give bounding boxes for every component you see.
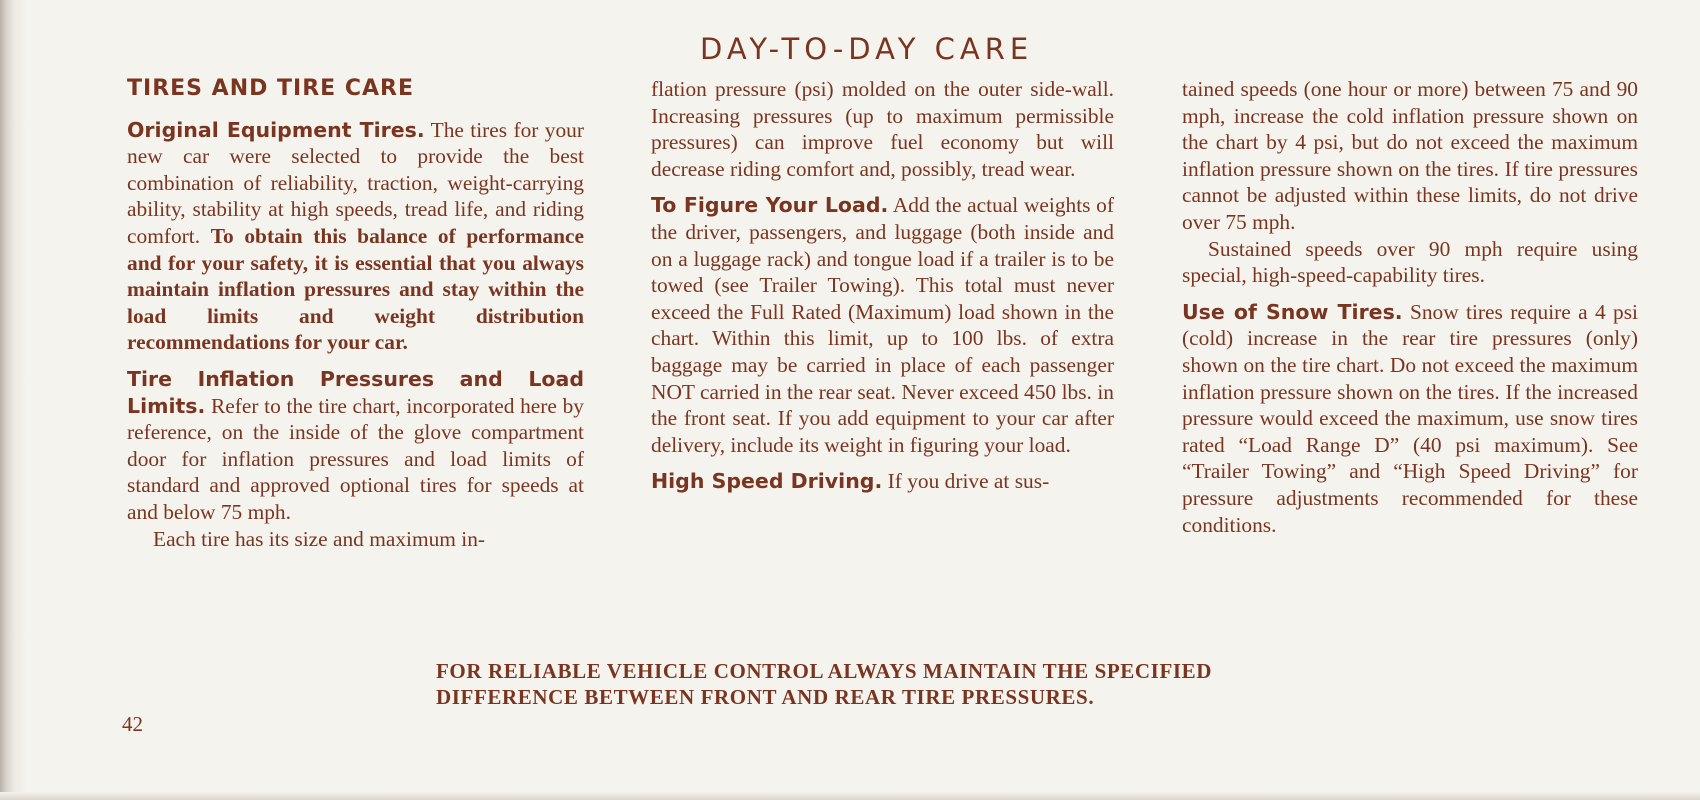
paragraph-text: If you drive at sus-: [887, 469, 1050, 494]
page-binding-shadow: [0, 0, 26, 800]
paragraph-high-speed-continued: tained speeds (one hour or more) between 75 and 90 mph, increase the cold inflation pressure shown on the chart by 4 psi, but do not exceed the maximum inflation pressure shown on the tires. If tire pressures cannot be adjusted within these limits, do not drive over 75 mph.: [1182, 77, 1638, 234]
paragraph-figure-load: [651, 192, 1114, 458]
paragraph-inflation-pressures: [127, 366, 584, 526]
paragraph-text: Refer to the tire chart, incorporated here by reference, on the inside of the glove compartment door for inflation pressures and load limits of standard and approved optional tires for speeds at and below 75 mph.: [127, 393, 584, 524]
paragraph-sustained-speeds: Sustained speeds over 90 mph require using special, high-speed-capability tires.: [1182, 236, 1638, 288]
page-bottom-edge: [0, 792, 1700, 800]
paragraph-snow-tires: [1182, 299, 1638, 538]
run-in-heading-original-equipment: Original Equipment Tires.: [127, 117, 425, 142]
warning-line-1: FOR RELIABLE VEHICLE CONTROL ALWAYS MAINTAIN THE SPECIFIED: [436, 659, 1213, 683]
paragraph-bold-text: To obtain this balance of performance and for your safety, it is essential that you always maintain inflation pressures and stay within the load limits and weight distribution recommendations for your car.: [127, 223, 584, 355]
paragraph-tire-size: Each tire has its size and maximum in-: [153, 526, 486, 551]
run-in-heading-inflation-pressures: Tire Inflation Pressures and Load Limits.: [127, 366, 584, 418]
column-2: [651, 76, 1114, 495]
paragraph-original-equipment: [127, 117, 584, 356]
section-heading-tires: TIRES AND TIRE CARE: [127, 76, 414, 101]
page-number: 42: [122, 712, 143, 736]
column-1: [127, 76, 584, 552]
warning-line-2: DIFFERENCE BETWEEN FRONT AND REAR TIRE PRESSURES.: [436, 685, 1095, 709]
run-in-heading-figure-load: To Figure Your Load.: [651, 193, 889, 218]
run-in-heading-high-speed: High Speed Driving.: [651, 469, 883, 494]
paragraph-inflation-continued: flation pressure (psi) molded on the outer side-wall. Increasing pressures (up to maximum permissible pressures) can improve fuel economy but will decrease riding comfort and, possibly, tread wear.: [651, 77, 1114, 181]
paragraph-text: Add the actual weights of the driver, passengers, and luggage (both inside and on a luggage rack) and tongue load if a trailer is to be towed (see Trailer Towing). This total must never exceed the Full Rated (Maximum) load shown in the chart. Within this limit, up to 100 lbs. of extra baggage may be carried in place of each passenger NOT carried in the rear seat. Never exceed 450 lbs. in the front seat. If you add equipment to your car after delivery, include its weight in figuring your load.: [651, 193, 1114, 457]
warning-notice: [436, 658, 1396, 710]
paragraph-text: The tires for your new car were selected to provide the best combination of reliability, traction, weight-carrying ability, stability at high speeds, tread life, and riding comfort.: [127, 117, 585, 248]
paragraph-text: Snow tires require a 4 psi (cold) increase in the rear tire pressures (only) shown on the tire chart. Do not exceed the maximum inflation pressure shown on the tires. If the increased pressure would exceed the maximum, use snow tires rated “Load Range D” (40 psi maximum). See “Trailer Towing” and “High Speed Driving” for pressure adjustments recommended for these conditions.: [1182, 299, 1638, 537]
page-title: DAY-TO-DAY CARE: [700, 32, 1034, 66]
paragraph-high-speed: [651, 468, 1114, 495]
column-3: [1182, 76, 1638, 538]
run-in-heading-snow-tires: Use of Snow Tires.: [1182, 299, 1403, 324]
